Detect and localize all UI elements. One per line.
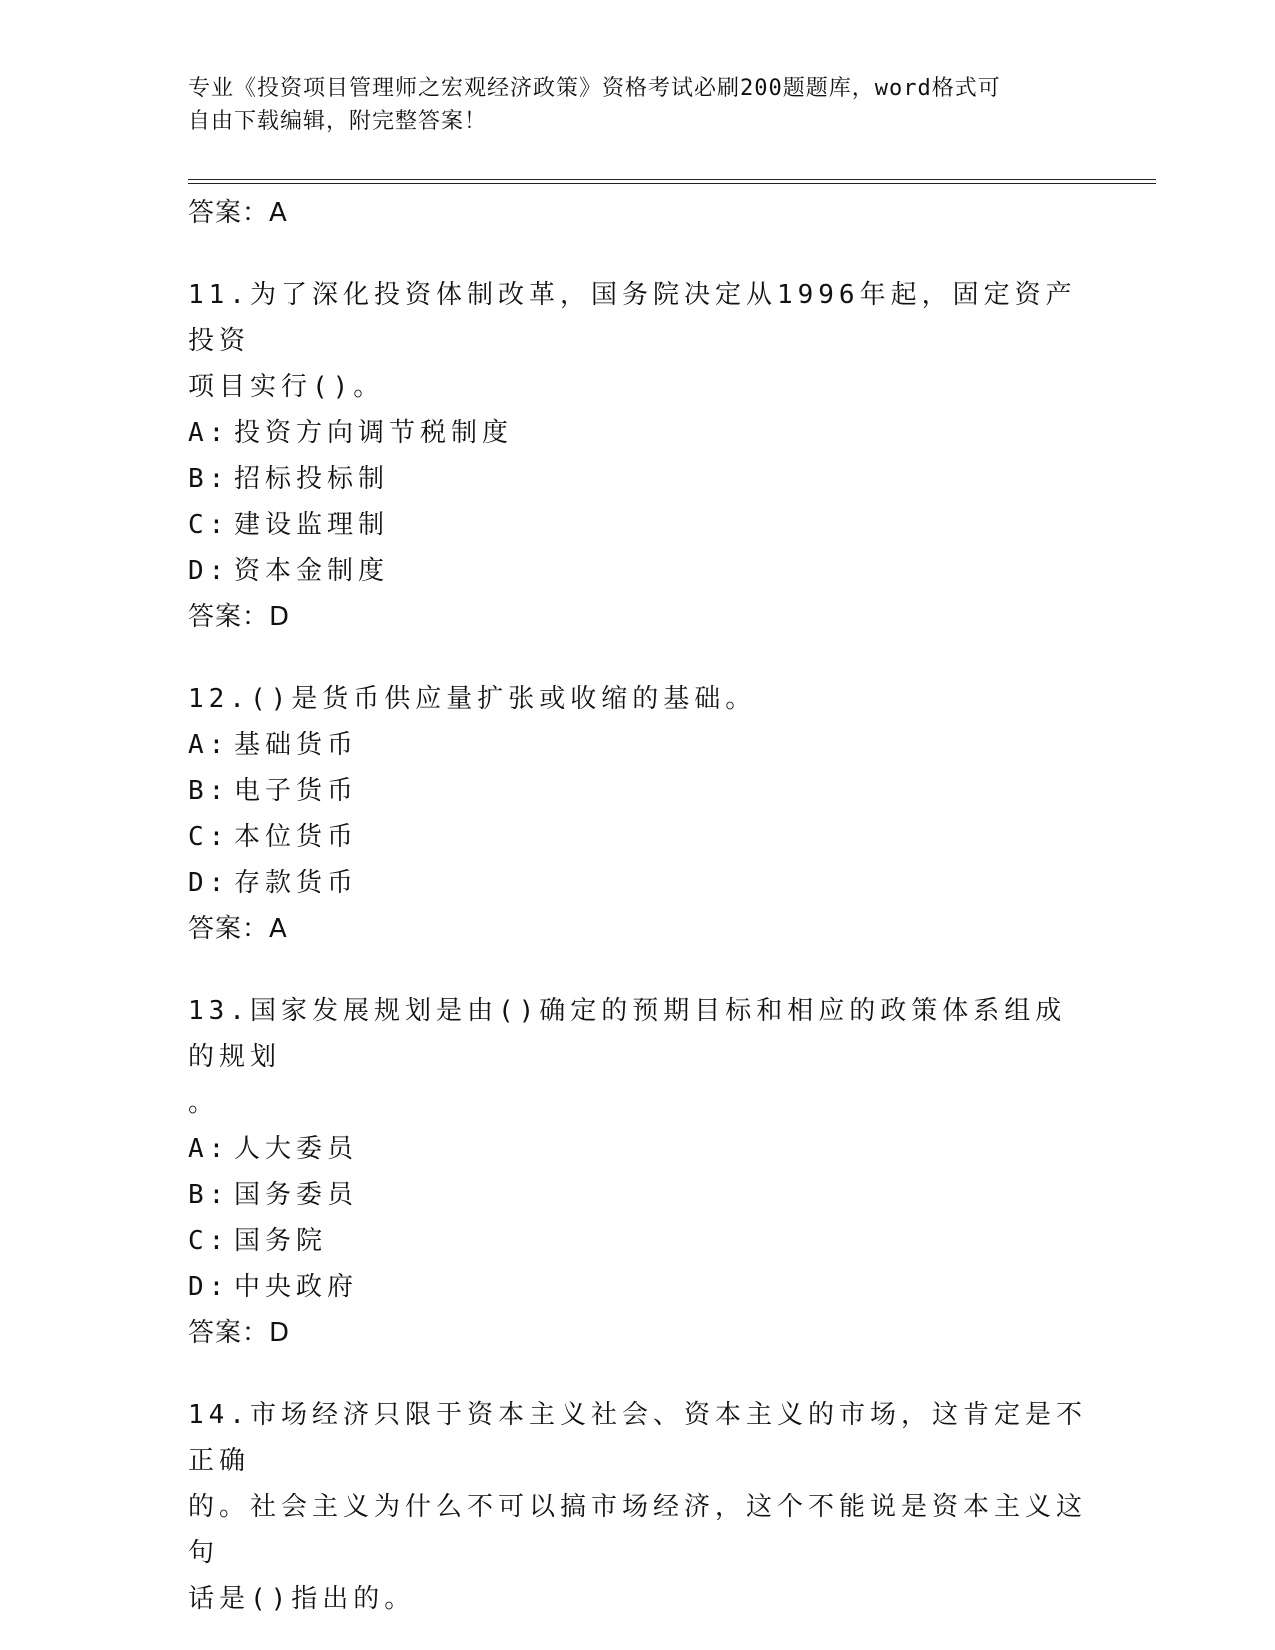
option-d bbox=[188, 860, 1088, 906]
option-key: D: bbox=[188, 868, 230, 898]
option-c bbox=[188, 502, 1088, 548]
option-key: B: bbox=[188, 776, 230, 806]
option-a bbox=[188, 410, 1088, 456]
question-stem-line: 。 bbox=[188, 1088, 220, 1118]
option-text: 人大委员 bbox=[234, 1134, 359, 1164]
option-d bbox=[188, 1264, 1088, 1310]
question-stem-line: 13.国家发展规划是由()确定的预期目标和相应的政策体系组成的规划 bbox=[188, 996, 1067, 1072]
option-key: A: bbox=[188, 730, 230, 760]
option-text: 基础货币 bbox=[234, 730, 359, 760]
option-key: C: bbox=[188, 1226, 230, 1256]
option-key: B: bbox=[188, 464, 230, 494]
document-header bbox=[188, 72, 1088, 138]
question-stem-line: 的。社会主义为什么不可以搞市场经济，这个不能说是资本主义这句 bbox=[188, 1492, 1088, 1568]
option-key: D: bbox=[188, 556, 230, 586]
option-key: A: bbox=[188, 418, 230, 448]
header-line: 自由下载编辑，附完整答案！ bbox=[188, 109, 488, 134]
option-text: 中央政府 bbox=[234, 1272, 359, 1302]
option-text: 存款货币 bbox=[234, 868, 359, 898]
question-stem-line: 话是()指出的。 bbox=[188, 1584, 416, 1614]
option-d bbox=[188, 548, 1088, 594]
option-b bbox=[188, 1172, 1088, 1218]
option-c bbox=[188, 814, 1088, 860]
header-divider bbox=[188, 183, 1156, 184]
option-key: D: bbox=[188, 1272, 230, 1302]
answer-line: 答案：D bbox=[188, 602, 291, 632]
option-a bbox=[188, 722, 1088, 768]
option-key: A: bbox=[188, 1134, 230, 1164]
option-text: 国务院 bbox=[234, 1226, 328, 1256]
question-12 bbox=[188, 676, 1088, 952]
option-text: 本位货币 bbox=[234, 822, 359, 852]
question-14 bbox=[188, 1392, 1088, 1622]
question-13 bbox=[188, 988, 1088, 1356]
option-text: 招标投标制 bbox=[234, 464, 390, 494]
question-11 bbox=[188, 272, 1088, 640]
option-c bbox=[188, 1218, 1088, 1264]
option-key: B: bbox=[188, 1180, 230, 1210]
option-text: 电子货币 bbox=[234, 776, 359, 806]
option-b bbox=[188, 456, 1088, 502]
answer-line: 答案：A bbox=[188, 914, 288, 944]
question-stem-line: 项目实行()。 bbox=[188, 372, 385, 402]
option-key: C: bbox=[188, 822, 230, 852]
option-b bbox=[188, 768, 1088, 814]
option-text: 资本金制度 bbox=[234, 556, 390, 586]
question-stem-line: 12.()是货币供应量扩张或收缩的基础。 bbox=[188, 684, 757, 714]
question-list bbox=[188, 190, 1088, 1622]
header-line: 专业《投资项目管理师之宏观经济政策》资格考试必刷200题题库，word格式可 bbox=[188, 76, 1001, 101]
option-a bbox=[188, 1126, 1088, 1172]
option-text: 投资方向调节税制度 bbox=[234, 418, 514, 448]
header-divider bbox=[188, 179, 1156, 180]
option-key: C: bbox=[188, 510, 230, 540]
question-stem-line: 11.为了深化投资体制改革，国务院决定从1996年起，固定资产投资 bbox=[188, 280, 1077, 356]
answer-line: 答案：D bbox=[188, 1318, 291, 1348]
question-stem-line: 14.市场经济只限于资本主义社会、资本主义的市场，这肯定是不正确 bbox=[188, 1400, 1087, 1476]
option-text: 国务委员 bbox=[234, 1180, 359, 1210]
answer-line: 答案：A bbox=[188, 198, 288, 228]
option-text: 建设监理制 bbox=[234, 510, 390, 540]
